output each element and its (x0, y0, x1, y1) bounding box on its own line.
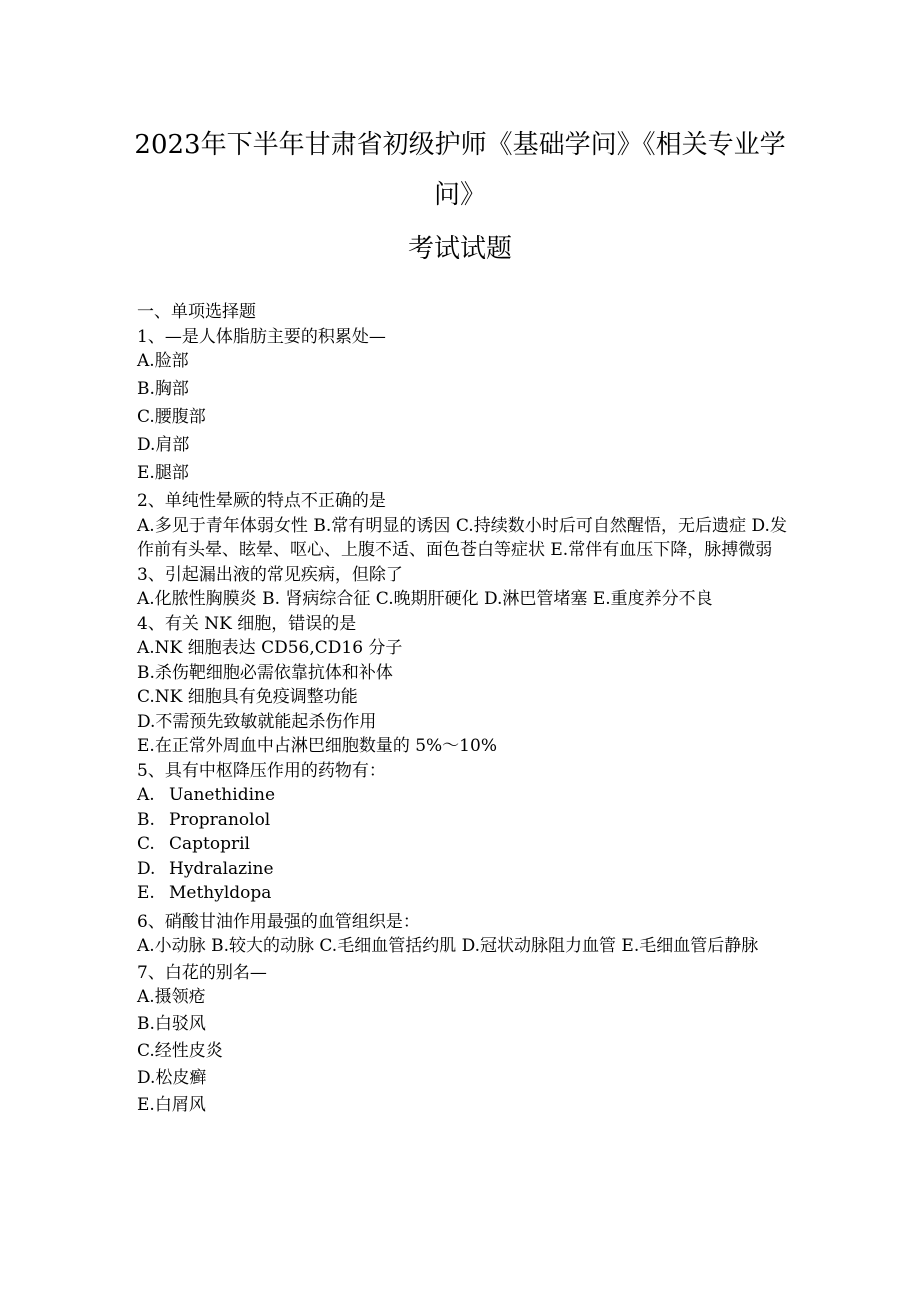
q5-option-c-text: Captopril (169, 834, 250, 854)
q7-option-e: E.白屑风 (137, 1095, 206, 1115)
q1-option-e: E.腿部 (137, 463, 189, 483)
q4-option-b: B.杀伤靶细胞必需依靠抗体和补体 (137, 662, 393, 683)
question-7-stem: 7、白花的别名— (137, 962, 267, 983)
q5-option-e-text: Methyldopa (169, 883, 272, 903)
q4-option-e: E.在正常外周血中占淋巴细胞数量的 5%～10% (137, 736, 497, 756)
q5-option-a (137, 783, 787, 808)
title-line-1: 2023年下半年甘肃省初级护师《基础学问》《相关专业学 (134, 130, 786, 160)
q4-option-d: D.不需预先致敏就能起杀伤作用 (137, 711, 377, 732)
q5-option-d (137, 857, 787, 882)
q1-option-b: B.胸部 (137, 379, 189, 399)
q5-option-d-text: Hydralazine (169, 858, 274, 879)
question-3-stem: 3、引起漏出液的常见疾病，但除了 (137, 564, 403, 585)
q6-options: A.小动脉 B.较大的动脉 C.毛细血管括约肌 D.冠状动脉阻力血管 E.毛细血管后静脉 (137, 936, 759, 956)
q5-option-e (137, 881, 787, 906)
q3-options: A.化脓性胸膜炎 B. 肾病综合征 C.晚期肝硬化 D.淋巴管堵塞 E.重度养分不良 (137, 589, 713, 609)
q5-option-b (137, 808, 787, 833)
q7-option-b: B.白驳风 (137, 1014, 206, 1034)
question-6-stem: 6、硝酸甘油作用最强的血管组织是： (137, 911, 420, 932)
q5-option-d-key: D. (137, 858, 156, 879)
q5-option-c-key: C. (137, 834, 155, 854)
q5-option-b-key: B. (137, 809, 155, 830)
title-line-3: 考试试题 (407, 234, 512, 264)
exam-body (137, 300, 787, 1120)
q7-option-d: D.松皮癣 (137, 1068, 207, 1088)
q1-option-a: A.脸部 (137, 351, 189, 371)
q5-option-b-text: Propranolol (169, 809, 271, 830)
q1-option-d: D.肩部 (137, 435, 190, 455)
q7-option-a: A.摄领疮 (137, 987, 206, 1007)
q4-option-c: C.NK 细胞具有免疫调整功能 (137, 687, 358, 707)
question-4-stem: 4、有关 NK 细胞，错误的是 (137, 613, 357, 634)
q5-option-a-text: Uanethidine (169, 785, 276, 805)
question-2-stem: 2、单纯性晕厥的特点不正确的是 (137, 491, 386, 511)
q5-option-c (137, 832, 787, 857)
q2-options: A.多见于青年体弱女性 B.常有明显的诱因 C.持续数小时后可自然醒悟，无后遗症 D.发作前有头晕、眩晕、呕心、上腹不适、面色苍白等症状 E.常伴有血压下降，脉搏微弱 (137, 515, 787, 560)
q1-option-c: C.腰腹部 (137, 407, 206, 427)
q5-option-a-key: A. (137, 785, 155, 805)
q4-option-a: A.NK 细胞表达 CD56,CD16 分子 (137, 638, 403, 658)
section-heading: 一、单项选择题 (137, 302, 256, 322)
title-line-2: 问》 (433, 180, 486, 210)
q5-option-e-key: E. (137, 883, 155, 903)
question-1-stem: 1、—是人体脂肪主要的积累处— (137, 326, 386, 347)
q7-option-c: C.经性皮炎 (137, 1041, 223, 1061)
question-5-stem: 5、具有中枢降压作用的药物有： (137, 760, 386, 781)
